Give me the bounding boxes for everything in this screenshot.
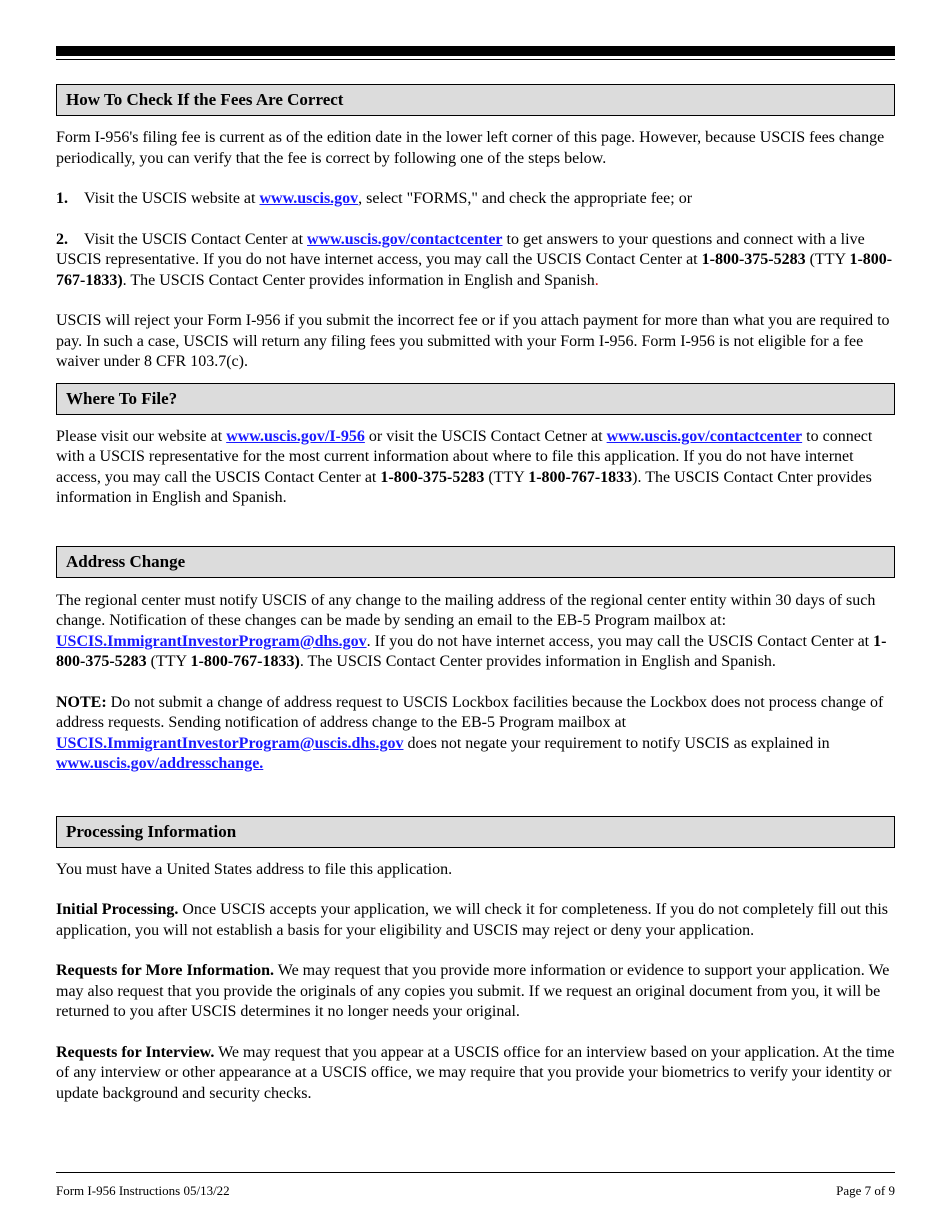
where-heading: Where To File?	[56, 383, 895, 415]
contact-center-link[interactable]: www.uscis.gov/contactcenter	[307, 230, 503, 248]
step-2-number: 2.	[56, 230, 68, 248]
eb5-email-link[interactable]: USCIS.ImmigrantInvestorProgram@dhs.gov	[56, 632, 367, 650]
requests-interview: Requests for Interview. We may request that you appear at a USCIS office for an interview based on your application. At the time of any interview or other appearance at a USCIS office, we may require that you provide your biometrics to verify your identity or update background and security checks.	[56, 1043, 895, 1102]
contact-phone: 1-800-375-5283	[701, 251, 806, 268]
top-thick-rule	[56, 46, 895, 56]
fees-step-1: 1. Visit the USCIS website at www.uscis.gov, select "FORMS," and check the appropriate fee; or	[56, 189, 895, 210]
note-label: NOTE:	[56, 693, 107, 711]
eb5-uscis-email-link[interactable]: USCIS.ImmigrantInvestorProgram@uscis.dhs.gov	[56, 734, 404, 752]
where-paragraph: Please visit our website at www.uscis.gov/I-956 or visit the USCIS Contact Cetner at www.uscis.gov/contactcenter to connect with a USCIS representative for the most current information about where to file this application. If you do not have internet access, you may call the USCIS Contact Center at 1-800-375-5283 (TTY 1-800-767-1833). The USCIS Contact Cnter provides information in English and Spanish.	[56, 427, 873, 506]
processing-heading: Processing Information	[56, 816, 895, 848]
page-body	[56, 46, 895, 1104]
fees-reject-paragraph: USCIS will reject your Form I-956 if you submit the incorrect fee or if you attach payment for more than what you are required to pay. In such a case, USCIS will return any filing fees you submitted with your Form I-956. Form I-956 is not eligible for a fee waiver under 8 CFR 103.7(c).	[56, 312, 890, 370]
address-change-link[interactable]: www.uscis.gov/addresschange.	[56, 755, 264, 772]
requests-more-info: Requests for More Information. We may request that you provide more information or evidence to support your application. We may also request that you provide the originals of any copies you submit. If we request an original document from you, it will be returned to you after USCIS determines it no longer needs your original.	[56, 962, 890, 1020]
processing-intro: You must have a United States address to file this application.	[56, 860, 453, 878]
footer-form-edition: Form I-956 Instructions 05/13/22	[56, 1183, 230, 1198]
address-note: NOTE: Do not submit a change of address request to USCIS Lockbox facilities because the Lockbox does not process change of address requests. Sending notification of address change to the EB-5 Program mailbox at USCIS.ImmigrantInvestorProgram@uscis.dhs.gov does not negate your requirement to notify USCIS as explained in www.uscis.gov/addresschange.	[56, 693, 884, 772]
fees-heading: How To Check If the Fees Are Correct	[56, 84, 895, 116]
step-1-number: 1.	[56, 190, 68, 207]
top-thin-rule	[56, 59, 895, 60]
tty-phone: 1-800-767-1833)	[56, 251, 893, 289]
i956-link[interactable]: www.uscis.gov/I-956	[226, 427, 365, 445]
footer-page-number: Page 7 of 9	[836, 1183, 895, 1198]
address-paragraph: The regional center must notify USCIS of any change to the mailing address of the regional center entity within 30 days of such change. Notification of these changes can be made by sending an email to the EB-5 Program mailbox at: USCIS.ImmigrantInvestorProgram@dhs.gov. If you do not have internet access, you may call the USCIS Contact Center at 1-800-375-5283 (TTY 1-800-767-1833). The USCIS Contact Center provides information in English and Spanish.	[56, 591, 887, 670]
address-heading: Address Change	[56, 546, 895, 578]
initial-processing: Initial Processing. Once USCIS accepts your application, we will check it for completeness. If you do not completely fill out this application, you will not establish a basis for your eligibility and USCIS may reject or deny your application.	[56, 901, 888, 939]
fees-intro: Form I-956's filing fee is current as of the edition date in the lower left corner of this page. However, because USCIS fees change periodically, you can verify that the fee is correct by following one of the steps below.	[56, 129, 885, 167]
uscis-website-link[interactable]: www.uscis.gov	[259, 190, 359, 207]
fees-step-2: 2. Visit the USCIS Contact Center at www.uscis.gov/contactcenter to get answers to your questions and connect with a live USCIS representative. If you do not have internet access, you may call the USCIS Contact Center at 1-800-375-5283 (TTY 1-800-767-1833). The USCIS Contact Center provides information in English and Spanish.	[56, 230, 893, 289]
footer-rule	[56, 1172, 895, 1173]
where-contact-center-link[interactable]: www.uscis.gov/contactcenter	[606, 427, 803, 445]
